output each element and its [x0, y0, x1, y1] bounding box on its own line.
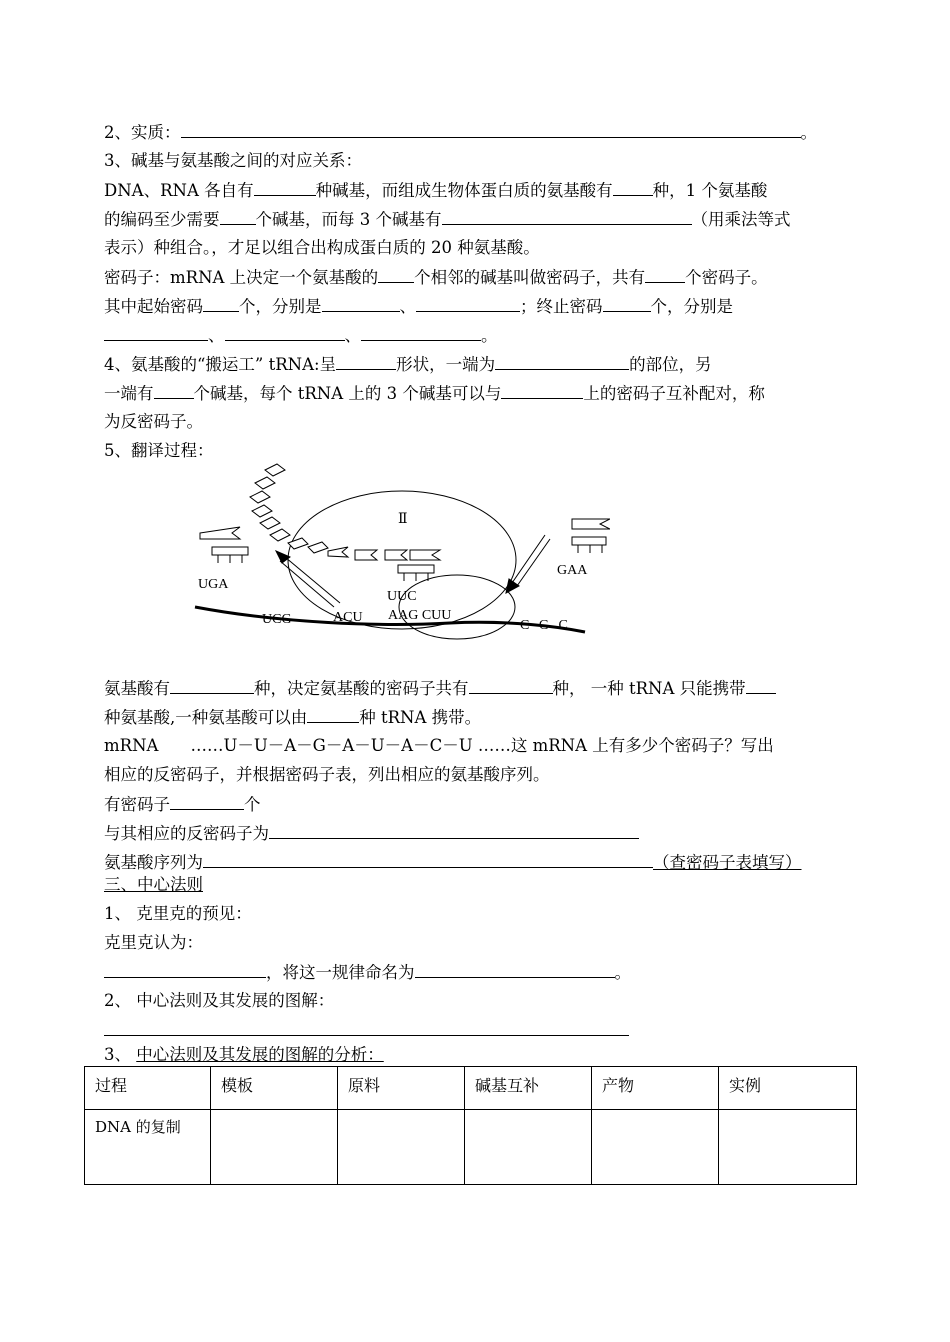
line-mrna-sequence: mRNA ……U－U－A－G－A－U－A－C－U ……这 mRNA 上有多少个密码子？写出: [104, 736, 774, 755]
blank[interactable]: [170, 677, 254, 694]
line-crick-prediction: 1、 克里克的预见：: [104, 904, 252, 923]
line-codon-def: 密码子：mRNA 上决定一个氨基酸的 个相邻的碱基叫做密码子，共有 个密码子。: [104, 268, 768, 287]
th-raw-material: 原料: [338, 1067, 465, 1110]
line-amino-sequence: 氨基酸序列为 （查密码子表填写）: [104, 853, 802, 872]
line-rule-name: ，将这一规律命名为 。: [104, 961, 631, 984]
process-table: [84, 1066, 857, 1185]
blank[interactable]: [104, 1019, 629, 1036]
blank[interactable]: [203, 295, 239, 312]
blank[interactable]: [307, 706, 359, 723]
line-heading-5: 5、翻译过程：: [104, 441, 214, 460]
line-base-count: DNA、RNA 各自有 种碱基，而组成生物体蛋白质的氨基酸有 种，1 个氨基酸: [104, 181, 768, 200]
blank[interactable]: [170, 793, 244, 810]
anticodon-center: UUC: [387, 589, 417, 604]
blank[interactable]: [603, 295, 651, 312]
line-combinations: 表示）种组合。，才足以组合出构成蛋白质的 20 种氨基酸。: [104, 238, 540, 257]
th-template: 模板: [211, 1067, 338, 1110]
line-dogma-diagram: 2、 中心法则及其发展的图解：: [104, 991, 335, 1010]
mrna-codon-1: UCG: [262, 612, 292, 627]
mrna-codon-2: ACU: [333, 610, 363, 625]
line-anticodon-answer: 与其相应的反密码子为: [104, 822, 639, 845]
line-start-stop: 其中起始密码 个，分别是 、 ；终止密码 个，分别是: [104, 297, 733, 316]
line-anticodon: 一端有 个碱基，每个 tRNA 上的 3 个碱基可以与 上的密码子互补配对，称: [104, 384, 765, 403]
blank[interactable]: [220, 208, 256, 225]
line-heading-3: 3、碱基与氨基酸之间的对应关系：: [104, 151, 362, 170]
blank[interactable]: [442, 208, 692, 225]
translation-diagram: [190, 455, 610, 645]
blank[interactable]: [154, 382, 194, 399]
anticodon-left: UGA: [198, 577, 229, 592]
line-crick-believes: 克里克认为：: [104, 933, 203, 952]
cell-process: DNA 的复制: [85, 1110, 211, 1185]
peptide-chain: [250, 464, 440, 560]
mrna-codon-4: C G C: [520, 618, 571, 633]
trna-right: [572, 519, 610, 553]
th-product: 产物: [592, 1067, 719, 1110]
trna-left: [200, 527, 248, 563]
line-diagram-blank: [104, 1019, 629, 1042]
blank[interactable]: [415, 961, 615, 978]
cell-template[interactable]: [211, 1110, 338, 1185]
blank[interactable]: [416, 295, 520, 312]
blank[interactable]: [254, 179, 316, 196]
line-codon-count: 有密码子 个: [104, 795, 261, 814]
th-example: 实例: [719, 1067, 857, 1110]
blank[interactable]: [378, 266, 414, 283]
cell-base-pairing[interactable]: [465, 1110, 592, 1185]
ribosome-small-subunit: [399, 575, 515, 639]
line-trna: 4、氨基酸的“搬运工” tRNA:呈 形状，一端为 的部位，另: [104, 355, 712, 374]
line-dogma-analysis: 3、 中心法则及其发展的图解的分析：: [104, 1045, 384, 1064]
cell-raw-material[interactable]: [338, 1110, 465, 1185]
mrna-codon-3: AAG CUU: [388, 608, 452, 623]
blank[interactable]: [361, 324, 481, 341]
ribosome-label: Ⅱ: [398, 512, 408, 527]
line-amino-count: 氨基酸有 种，决定氨基酸的密码子共有 种， 一种 tRNA 只能携带: [104, 677, 776, 700]
cell-example[interactable]: [719, 1110, 857, 1185]
blank[interactable]: [225, 324, 345, 341]
section-central-dogma: 三、中心法则: [104, 875, 203, 894]
anticodon-right: GAA: [557, 563, 588, 578]
line-codon-bases: 的编码至少需要 个碱基，而每 3 个碱基有 （用乘法等式: [104, 210, 791, 229]
line-essence: 2、实质： 。: [104, 123, 817, 142]
blank[interactable]: [746, 677, 776, 694]
blank[interactable]: [613, 179, 653, 196]
blank[interactable]: [469, 677, 553, 694]
line-stop-codons: 、 、 。: [104, 324, 498, 347]
table-row: [85, 1110, 857, 1185]
th-process: 过程: [85, 1067, 211, 1110]
blank[interactable]: [336, 353, 396, 370]
cell-product[interactable]: [592, 1110, 719, 1185]
blank[interactable]: [104, 961, 266, 978]
blank[interactable]: [181, 121, 801, 138]
table-header-row: [85, 1067, 857, 1110]
th-base-pairing: 碱基互补: [465, 1067, 592, 1110]
blank[interactable]: [104, 324, 208, 341]
blank[interactable]: [501, 382, 583, 399]
blank[interactable]: [269, 822, 639, 839]
line-anticodon-end: 为反密码子。: [104, 412, 203, 431]
blank[interactable]: [645, 266, 685, 283]
blank[interactable]: [495, 353, 629, 370]
line-trna-carry: 种氨基酸,一种氨基酸可以由 种 tRNA 携带。: [104, 708, 482, 727]
blank[interactable]: [203, 851, 653, 868]
line-list-sequence: 相应的反密码子，并根据密码子表，列出相应的氨基酸序列。: [104, 765, 550, 784]
blank[interactable]: [322, 295, 400, 312]
